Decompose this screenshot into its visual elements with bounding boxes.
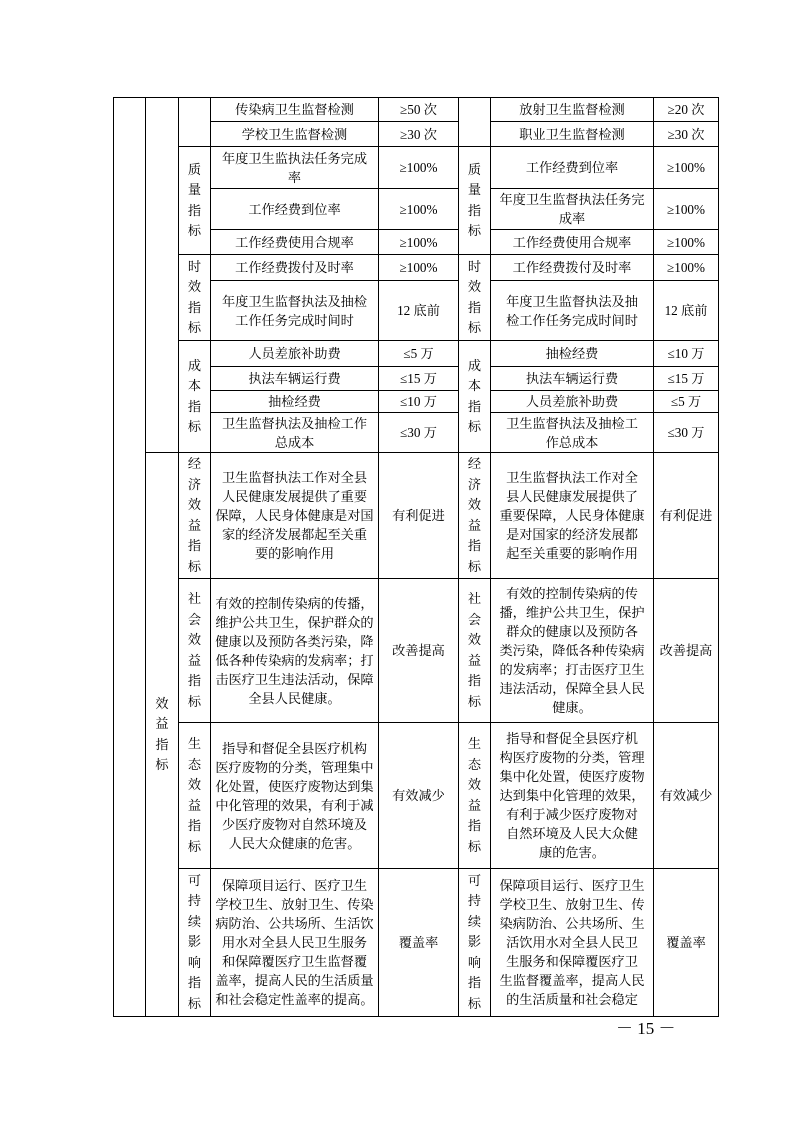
text-line: 病防治、公共场所、生活饮 — [215, 916, 374, 931]
text-line: 的发病率；打击医疗卫生 — [499, 662, 645, 677]
indicator-description — [211, 579, 379, 723]
text-line: 医疗废物的分类，管理集中 — [215, 759, 374, 775]
quantity-label-cell-left — [179, 98, 211, 147]
indicator-value: ≤10 万 — [654, 341, 719, 367]
text-line: 中化管理的效果，有利于减 — [215, 797, 374, 813]
indicator-value: 有利促进 — [379, 453, 459, 579]
indicator-description — [491, 579, 654, 723]
indicator-value: 覆盖率 — [379, 869, 459, 1017]
indicator-value: 12 底前 — [379, 281, 459, 341]
indicator-value: 改善提高 — [654, 579, 719, 723]
indicator-name — [211, 230, 379, 255]
text-line: 用水对全县人民卫生服务 — [221, 935, 368, 950]
quality-label: 质量指标 — [467, 161, 482, 238]
text-line: 少医疗废物对自然环境及 — [221, 816, 368, 832]
indicator-value: ≥50 次 — [379, 98, 459, 122]
sustainable-label: 可持续影响指标 — [467, 872, 482, 1011]
text-line: 执法车辆运行费 — [248, 371, 341, 386]
indicator-value: ≥100% — [379, 147, 459, 189]
text-line: 年度卫生监督执法及抽检 — [221, 293, 368, 309]
text-line: 作总成本 — [545, 434, 599, 450]
page-number: － 15 － — [616, 1019, 676, 1038]
table-row — [114, 98, 719, 122]
economic-label: 经济效益指标 — [187, 456, 202, 574]
text-line: 家的经济发展都起至关重 — [221, 527, 368, 542]
text-line: 是对国家的经济发展都 — [506, 527, 638, 542]
text-line: 工作经费拨付及时率 — [235, 260, 354, 275]
indicator-value: ≥20 次 — [654, 98, 719, 122]
text-line: 有效的控制传染病的传 — [506, 586, 638, 601]
text-line: 人民健康发展提供了重要 — [221, 489, 368, 504]
text-line: 职业卫生监督检测 — [519, 126, 625, 142]
category-label-cell — [179, 341, 211, 453]
text-line: 工作经费到位率 — [525, 160, 619, 175]
text-line: 类污染，降低各种传染病 — [499, 643, 645, 658]
text-line: 放射卫生监督检测 — [519, 102, 625, 117]
text-line: 抽检经费 — [545, 346, 599, 361]
text-line: 康的危害。 — [539, 845, 605, 860]
benefit-indicator-label: 效益指标 — [155, 695, 169, 772]
text-line: 维护公共卫生，保护群众的 — [215, 614, 374, 630]
text-line: 人员差旅补助费 — [248, 346, 341, 361]
indicator-value: ≥30 次 — [379, 122, 459, 147]
text-line: 工作经费到位率 — [248, 201, 341, 217]
indicator-name — [491, 255, 654, 281]
text-line: 年度卫生监督执法任务完 — [499, 192, 645, 207]
text-line: 盖率，提高人民的生活质量 — [215, 973, 374, 988]
text-line: 工作经费拨付及时率 — [512, 260, 632, 275]
indicator-value: 覆盖率 — [654, 869, 719, 1017]
indicator-description — [211, 453, 379, 579]
text-line: 有效的控制传染病的传播， — [215, 595, 374, 611]
text-line: 重要保障，人民身体健康 — [499, 508, 645, 523]
quality-label: 质量指标 — [187, 161, 202, 238]
text-line: 要的影响作用 — [254, 546, 335, 561]
indicator-name — [211, 98, 379, 122]
text-line: 执法车辆运行费 — [525, 371, 619, 386]
text-line: 学校卫生、放射卫生、传 — [499, 897, 645, 912]
indicator-name — [491, 230, 654, 255]
indicator-name — [211, 189, 379, 230]
text-line: 年度卫生监督执法及抽 — [506, 293, 638, 309]
indicator-name — [211, 341, 379, 367]
indicator-name — [211, 413, 379, 453]
text-line: 县人民健康发展提供了 — [506, 489, 638, 504]
indicator-value: ≤5 万 — [379, 341, 459, 367]
indicator-name — [491, 413, 654, 453]
text-line: 总成本 — [274, 434, 315, 450]
text-line: 违法活动，保障全县人民 — [499, 681, 645, 696]
text-line: 染病防治、公共场所、生 — [499, 916, 645, 931]
text-line: 和社会稳定性盖率的提高。 — [215, 992, 374, 1007]
text-line: 指导和督促全县医疗机 — [506, 731, 638, 746]
text-line: 播，维护公共卫生，保护 — [499, 605, 645, 620]
social-label: 社会效益指标 — [187, 591, 202, 709]
text-line: 成率 — [558, 211, 586, 226]
indicator-name — [491, 341, 654, 367]
ecological-label: 生态效益指标 — [467, 736, 482, 854]
sustainable-label: 可持续影响指标 — [187, 872, 202, 1011]
indicator-description — [491, 869, 654, 1017]
text-line: 学校卫生监督检测 — [241, 126, 348, 142]
timeliness-label: 时效指标 — [187, 258, 202, 335]
indicator-value: ≤5 万 — [654, 391, 719, 413]
indicator-name — [491, 391, 654, 413]
indicator-value: ≥100% — [654, 230, 719, 255]
text-line: 起至关重要的影响作用 — [506, 546, 638, 561]
text-line: 学校卫生、放射卫生、传染 — [215, 897, 374, 912]
indicator-name — [491, 367, 654, 391]
indicator-name — [491, 98, 654, 122]
indicator-value: ≥100% — [654, 147, 719, 189]
text-line: 健康。 — [552, 700, 592, 715]
quantity-label-cell-right — [459, 98, 491, 147]
indicator-name — [211, 367, 379, 391]
text-line: 活饮用水对全县人民卫 — [506, 935, 638, 950]
indicator-description — [211, 869, 379, 1017]
text-line: 击医疗卫生违法活动，保障 — [215, 671, 374, 687]
table-row — [114, 869, 719, 1017]
text-line: 保障项目运行、医疗卫生 — [221, 878, 368, 893]
category-label-cell — [459, 869, 491, 1017]
table-row — [114, 255, 719, 281]
category-label-cell — [459, 723, 491, 869]
text-line: 的生活质量和社会稳定 — [506, 992, 638, 1007]
text-line: 和保障覆医疗卫生监督覆 — [221, 954, 368, 969]
indicator-value: ≥100% — [379, 189, 459, 230]
text-line: 卫生监督执法及抽检工作 — [221, 415, 368, 431]
text-line: 有利于减少医疗废物对 — [506, 807, 638, 822]
text-line: 化处置，使医疗废物达到集 — [215, 778, 374, 794]
indicator-name — [491, 147, 654, 189]
indicator-name — [211, 122, 379, 147]
category-label-cell — [459, 341, 491, 453]
text-line: 卫生监督执法工作对全 — [506, 470, 638, 485]
text-line: 群众的健康以及预防各 — [506, 624, 638, 639]
indicator-value: ≥100% — [654, 255, 719, 281]
category-label-cell — [179, 869, 211, 1017]
text-line: 生监督覆盖率，提高人民 — [499, 973, 645, 988]
cost-label: 成本指标 — [187, 357, 202, 434]
category-label-cell — [459, 453, 491, 579]
text-line: 集中化处置，使医疗废物 — [499, 769, 645, 784]
text-line: 全县人民健康。 — [248, 690, 341, 706]
output-indicator-cell — [146, 98, 179, 453]
category-label-cell — [179, 147, 211, 255]
performance-indicator-table — [113, 97, 719, 1017]
table-row — [114, 579, 719, 723]
text-line: 年度卫生监执法任务完成 — [221, 150, 368, 166]
category-label-cell — [459, 255, 491, 341]
indicator-value: 有效减少 — [654, 723, 719, 869]
indicator-value: ≥100% — [654, 189, 719, 230]
indicator-name — [491, 281, 654, 341]
category-label-cell — [179, 453, 211, 579]
indicator-value: ≤15 万 — [654, 367, 719, 391]
text-line: 低各种传染病的发病率；打 — [215, 652, 374, 668]
indicator-value: ≤30 万 — [654, 413, 719, 453]
indicator-name — [211, 391, 379, 413]
text-line: 人民大众健康的危害。 — [228, 835, 361, 851]
text-line: 卫生监督执法及抽检工 — [506, 415, 638, 431]
text-line: 达到集中化管理的效果， — [499, 788, 645, 803]
indicator-name — [211, 255, 379, 281]
table-row — [114, 453, 719, 579]
indicator-value: 改善提高 — [379, 579, 459, 723]
category-label-cell — [459, 579, 491, 723]
indicator-name — [211, 147, 379, 189]
table-row — [114, 147, 719, 189]
text-line: 率 — [287, 169, 302, 185]
text-line: 工作经费使用合规率 — [235, 234, 354, 250]
level1-indicator-cell — [114, 98, 146, 1017]
text-line: 构医疗废物的分类，管理 — [499, 750, 645, 765]
timeliness-label: 时效指标 — [467, 258, 482, 335]
text-line: 健康以及预防各类污染，降 — [215, 633, 374, 649]
text-line: 传染病卫生监督检测 — [235, 102, 354, 117]
text-line: 保障，人民身体健康是对国 — [215, 508, 374, 523]
text-line: 检工作任务完成时间时 — [506, 312, 638, 328]
text-line: 生服务和保障覆医疗卫 — [506, 954, 638, 969]
indicator-value: 有效减少 — [379, 723, 459, 869]
indicator-name — [491, 189, 654, 230]
ecological-label: 生态效益指标 — [187, 736, 202, 854]
indicator-value: ≥30 次 — [654, 122, 719, 147]
indicator-description — [491, 723, 654, 869]
text-line: 保障项目运行、医疗卫生 — [499, 878, 645, 893]
table-row — [114, 723, 719, 869]
text-line: 指导和督促全县医疗机构 — [221, 740, 368, 756]
indicator-value: ≤30 万 — [379, 413, 459, 453]
indicator-name — [491, 122, 654, 147]
category-label-cell — [179, 579, 211, 723]
text-line: 自然环境及人民大众健 — [506, 826, 638, 841]
economic-label: 经济效益指标 — [467, 456, 482, 574]
text-line: 人员差旅补助费 — [525, 394, 619, 409]
table-row — [114, 341, 719, 367]
benefit-indicator-cell — [146, 453, 179, 1017]
indicator-value: ≥100% — [379, 255, 459, 281]
category-label-cell — [179, 255, 211, 341]
text-line: 抽检经费 — [268, 394, 321, 409]
text-line: 工作经费使用合规率 — [512, 234, 632, 250]
indicator-value: ≤10 万 — [379, 391, 459, 413]
category-label-cell — [459, 147, 491, 255]
category-label-cell — [179, 723, 211, 869]
text-line: 工作任务完成时间时 — [235, 312, 354, 328]
cost-label: 成本指标 — [467, 357, 482, 434]
social-label: 社会效益指标 — [467, 591, 482, 709]
indicator-value: ≥100% — [379, 230, 459, 255]
text-line: 卫生监督执法工作对全县 — [221, 470, 368, 485]
indicator-value: ≤15 万 — [379, 367, 459, 391]
indicator-description — [211, 723, 379, 869]
indicator-value: 12 底前 — [654, 281, 719, 341]
indicator-description — [491, 453, 654, 579]
indicator-name — [211, 281, 379, 341]
indicator-value: 有利促进 — [654, 453, 719, 579]
